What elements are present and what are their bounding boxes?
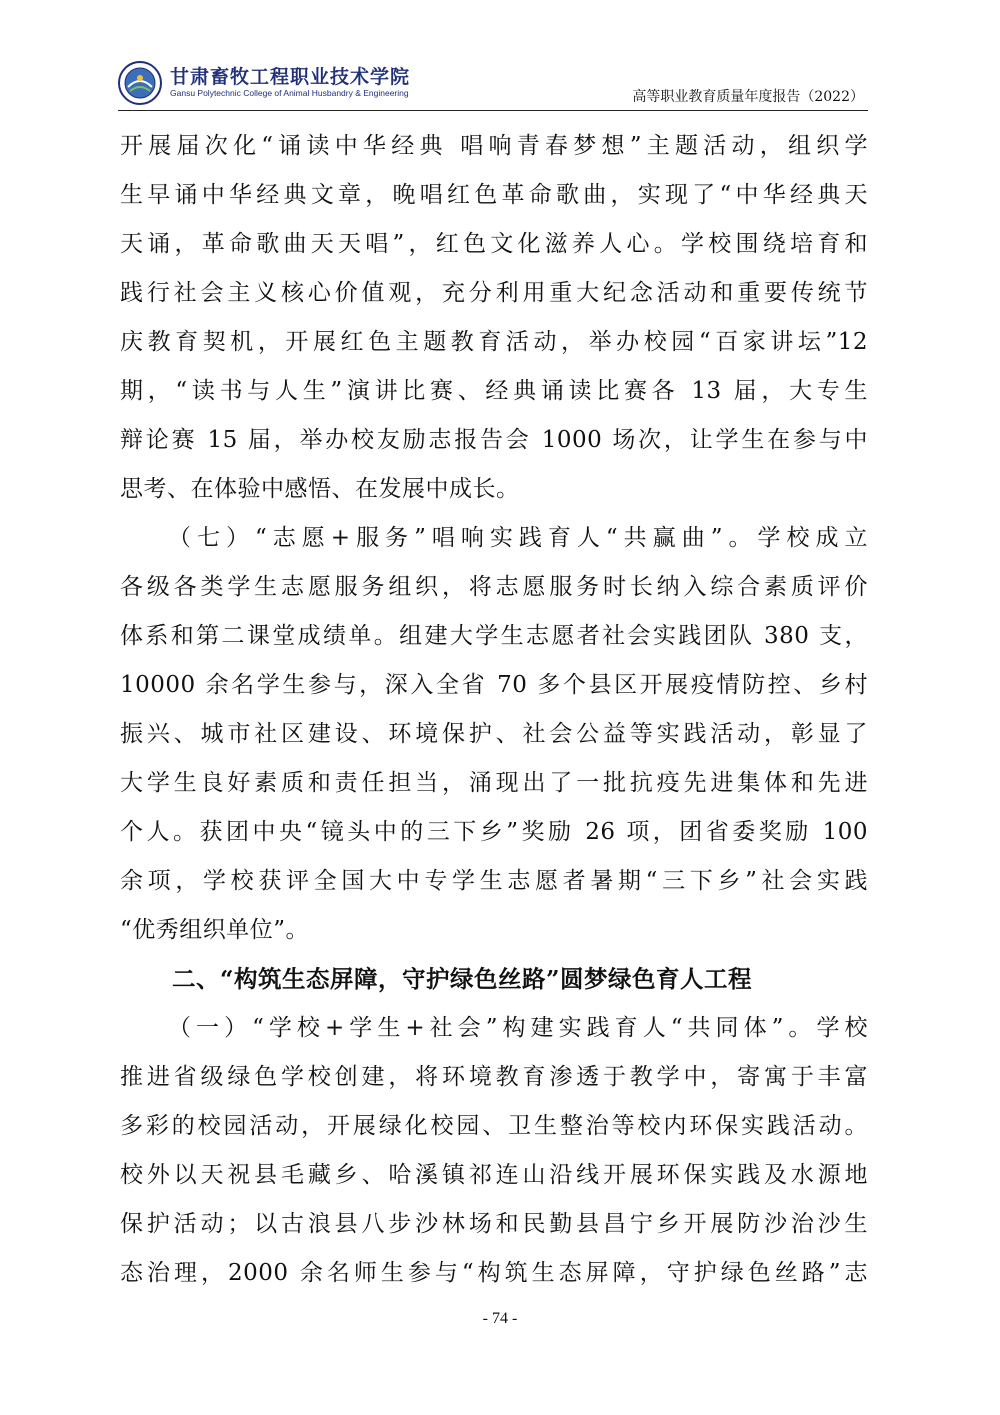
paragraph-line: 期，“读书与人生”演讲比赛、经典诵读比赛各 13 届，大专生 <box>120 378 868 404</box>
school-emblem-icon <box>118 61 162 105</box>
school-name-cn: 甘肃畜牧工程职业技术学院 <box>170 66 411 88</box>
paragraph-line: （一）“学校+学生+社会”构建实践育人“共同体”。学校 <box>168 1015 868 1041</box>
paragraph-line: 个人。获团中央“镜头中的三下乡”奖励 26 项，团省委奖励 100 <box>120 819 868 845</box>
paragraph-line: “优秀组织单位”。 <box>120 917 310 943</box>
paragraph-line: 校外以天祝县毛藏乡、哈溪镇祁连山沿线开展环保实践及水源地 <box>120 1162 868 1188</box>
paragraph-line: 开展届次化“诵读中华经典 唱响青春梦想”主题活动，组织学 <box>120 133 868 159</box>
paragraph-line: （七）“志愿+服务”唱响实践育人“共赢曲”。学校成立 <box>168 525 868 551</box>
page-header <box>118 58 868 111</box>
paragraph-line: 体系和第二课堂成绩单。组建大学生志愿者社会实践团队 380 支， <box>120 623 868 649</box>
paragraph-line: 多彩的校园活动，开展绿化校园、卫生整治等校内环保实践活动。 <box>120 1113 868 1139</box>
paragraph-line: 各级各类学生志愿服务组织，将志愿服务时长纳入综合素质评价 <box>120 574 868 600</box>
paragraph-line: 保护活动；以古浪县八步沙林场和民勤县昌宁乡开展防沙治沙生 <box>120 1211 868 1237</box>
page-number: - 74 - <box>482 1310 518 1327</box>
paragraph-line: 态治理，2000 余名师生参与“构筑生态屏障，守护绿色丝路”志 <box>120 1260 868 1286</box>
paragraph-line: 思考、在体验中感悟、在发展中成长。 <box>120 476 520 502</box>
paragraph-line: 践行社会主义核心价值观，充分利用重大纪念活动和重要传统节 <box>120 280 868 306</box>
paragraph-line: 振兴、城市社区建设、环境保护、社会公益等实践活动，彰显了 <box>120 721 868 747</box>
paragraph-line: 辩论赛 15 届，举办校友励志报告会 1000 场次，让学生在参与中 <box>120 427 868 453</box>
paragraph-line: 推进省级绿色学校创建，将环境教育渗透于教学中，寄寓于丰富 <box>120 1064 868 1090</box>
section-heading: 二、“构筑生态屏障，守护绿色丝路”圆梦绿色育人工程 <box>172 965 753 993</box>
paragraph-line: 余项，学校获评全国大中专学生志愿者暑期“三下乡”社会实践 <box>120 868 868 894</box>
document-body <box>120 122 868 1298</box>
report-title: 高等职业教育质量年度报告（2022） <box>632 89 864 105</box>
school-name-en: Gansu Polytechnic College of Animal Husbandry & Engineering <box>170 88 409 98</box>
paragraph-line: 生早诵中华经典文章，晚唱红色革命歌曲，实现了“中华经典天 <box>120 182 868 208</box>
paragraph-line: 天诵，革命歌曲天天唱”，红色文化滋养人心。学校围绕培育和 <box>120 231 868 257</box>
paragraph-line: 10000 余名学生参与，深入全省 70 多个县区开展疫情防控、乡村 <box>120 672 868 698</box>
paragraph-line: 庆教育契机，开展红色主题教育活动，举办校园“百家讲坛”12 <box>120 329 868 355</box>
paragraph-line: 大学生良好素质和责任担当，涌现出了一批抗疫先进集体和先进 <box>120 770 868 796</box>
